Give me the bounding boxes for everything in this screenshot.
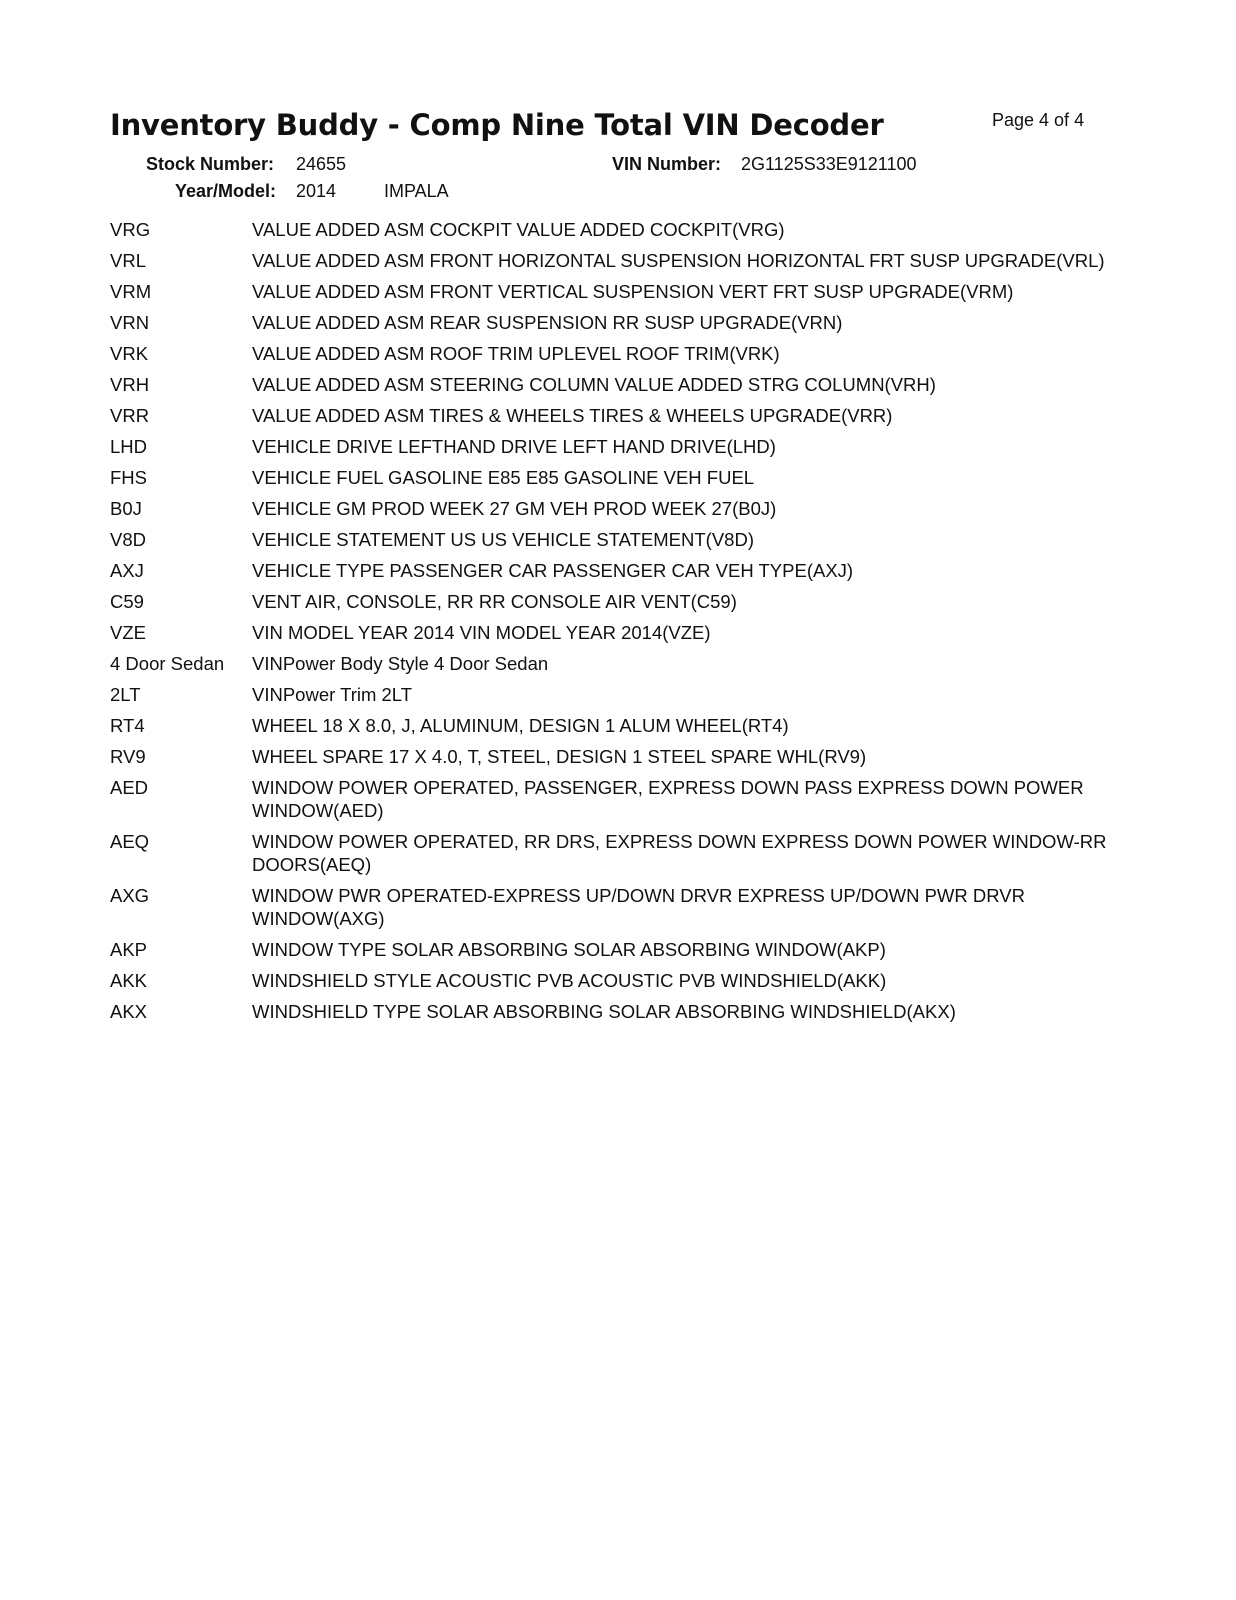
option-description: VEHICLE STATEMENT US US VEHICLE STATEMENT(V8D) [252,529,754,550]
option-row [110,683,1110,706]
option-row [110,745,1110,768]
option-row [110,830,1110,876]
option-description: VALUE ADDED ASM ROOF TRIM UPLEVEL ROOF TRIM(VRK) [252,343,780,364]
option-row [110,714,1110,737]
option-code: AKX [110,1001,148,1022]
option-code: VRK [110,343,149,364]
option-row [110,938,1110,961]
option-code: AXJ [110,560,144,581]
option-row [110,1000,1110,1023]
option-row [110,528,1110,551]
option-description: VENT AIR, CONSOLE, RR RR CONSOLE AIR VENT(C59) [252,591,737,612]
option-description: VEHICLE TYPE PASSENGER CAR PASSENGER CAR VEH TYPE(AXJ) [252,560,854,581]
option-row [110,884,1110,930]
option-row [110,342,1110,365]
option-row [110,621,1110,644]
option-code: LHD [110,436,148,457]
option-description: WINDOW PWR OPERATED-EXPRESS UP/DOWN DRVR EXPRESS UP/DOWN PWR DRVR WINDOW(AXG) [252,885,1025,929]
option-row [110,404,1110,427]
option-list [110,218,1110,1031]
option-code: VRM [110,281,152,302]
option-description: VIN MODEL YEAR 2014 VIN MODEL YEAR 2014(VZE) [252,622,711,643]
option-row [110,280,1110,303]
option-code: AED [110,777,149,798]
option-description: VALUE ADDED ASM FRONT VERTICAL SUSPENSION VERT FRT SUSP UPGRADE(VRM) [252,281,1014,302]
model-value: IMPALA [384,181,449,201]
option-description: WHEEL SPARE 17 X 4.0, T, STEEL, DESIGN 1 STEEL SPARE WHL(RV9) [252,746,867,767]
option-row [110,435,1110,458]
option-description: WINDOW POWER OPERATED, RR DRS, EXPRESS DOWN EXPRESS DOWN POWER WINDOW-RR DOORS(AEQ) [252,831,1107,875]
option-code: FHS [110,467,147,488]
option-row [110,249,1110,272]
option-code: VRR [110,405,150,426]
option-code: RV9 [110,746,146,767]
option-code: AKK [110,970,148,991]
option-code: VZE [110,622,146,643]
option-description: WHEEL 18 X 8.0, J, ALUMINUM, DESIGN 1 ALUM WHEEL(RT4) [252,715,789,736]
year-value: 2014 [296,181,337,201]
option-code: 2LT [110,684,141,705]
option-row [110,559,1110,582]
year-model-label: Year/Model: [175,181,277,201]
option-description: VALUE ADDED ASM COCKPIT VALUE ADDED COCKPIT(VRG) [252,219,785,240]
option-code: 4 Door Sedan [110,653,225,674]
option-description: WINDOW TYPE SOLAR ABSORBING SOLAR ABSORBING WINDOW(AKP) [252,939,886,960]
option-code: AKP [110,939,148,960]
option-row [110,218,1110,241]
option-description: VALUE ADDED ASM TIRES & WHEELS TIRES & WHEELS UPGRADE(VRR) [252,405,893,426]
option-description: VEHICLE DRIVE LEFTHAND DRIVE LEFT HAND DRIVE(LHD) [252,436,776,457]
option-description: VALUE ADDED ASM STEERING COLUMN VALUE ADDED STRG COLUMN(VRH) [252,374,936,395]
option-row [110,652,1110,675]
option-row [110,497,1110,520]
option-code: VRH [110,374,150,395]
option-code: VRL [110,250,146,271]
vin-number-label: VIN Number: [612,154,722,174]
vin-number-value: 2G1125S33E9121100 [741,154,917,174]
option-description: VALUE ADDED ASM FRONT HORIZONTAL SUSPENSION HORIZONTAL FRT SUSP UPGRADE(VRL) [252,250,1105,271]
option-row [110,311,1110,334]
option-description: VINPower Body Style 4 Door Sedan [252,653,549,674]
option-code: VRN [110,312,150,333]
option-description: VEHICLE GM PROD WEEK 27 GM VEH PROD WEEK 27(B0J) [252,498,777,519]
option-description: WINDSHIELD TYPE SOLAR ABSORBING SOLAR ABSORBING WINDSHIELD(AKX) [252,1001,956,1022]
option-code: AXG [110,885,150,906]
option-code: C59 [110,591,144,612]
option-row [110,590,1110,613]
option-code: V8D [110,529,146,550]
option-code: AEQ [110,831,150,852]
option-description: WINDSHIELD STYLE ACOUSTIC PVB ACOUSTIC PVB WINDSHIELD(AKK) [252,970,887,991]
option-code: RT4 [110,715,145,736]
option-description: VINPower Trim 2LT [252,684,413,705]
option-code: VRG [110,219,151,240]
option-description: VALUE ADDED ASM REAR SUSPENSION RR SUSP UPGRADE(VRN) [252,312,843,333]
stock-number-label: Stock Number: [146,154,275,174]
option-description: VEHICLE FUEL GASOLINE E85 E85 GASOLINE VEH FUEL [252,467,755,488]
stock-number-value: 24655 [296,154,347,174]
option-row [110,969,1110,992]
page-title: Inventory Buddy - Comp Nine Total VIN Decoder [110,108,884,142]
option-row [110,776,1110,822]
option-row [110,373,1110,396]
option-code: B0J [110,498,142,519]
page-number: Page 4 of 4 [992,110,1085,130]
option-row [110,466,1110,489]
option-description: WINDOW POWER OPERATED, PASSENGER, EXPRESS DOWN PASS EXPRESS DOWN POWER WINDOW(AED) [252,777,1084,821]
